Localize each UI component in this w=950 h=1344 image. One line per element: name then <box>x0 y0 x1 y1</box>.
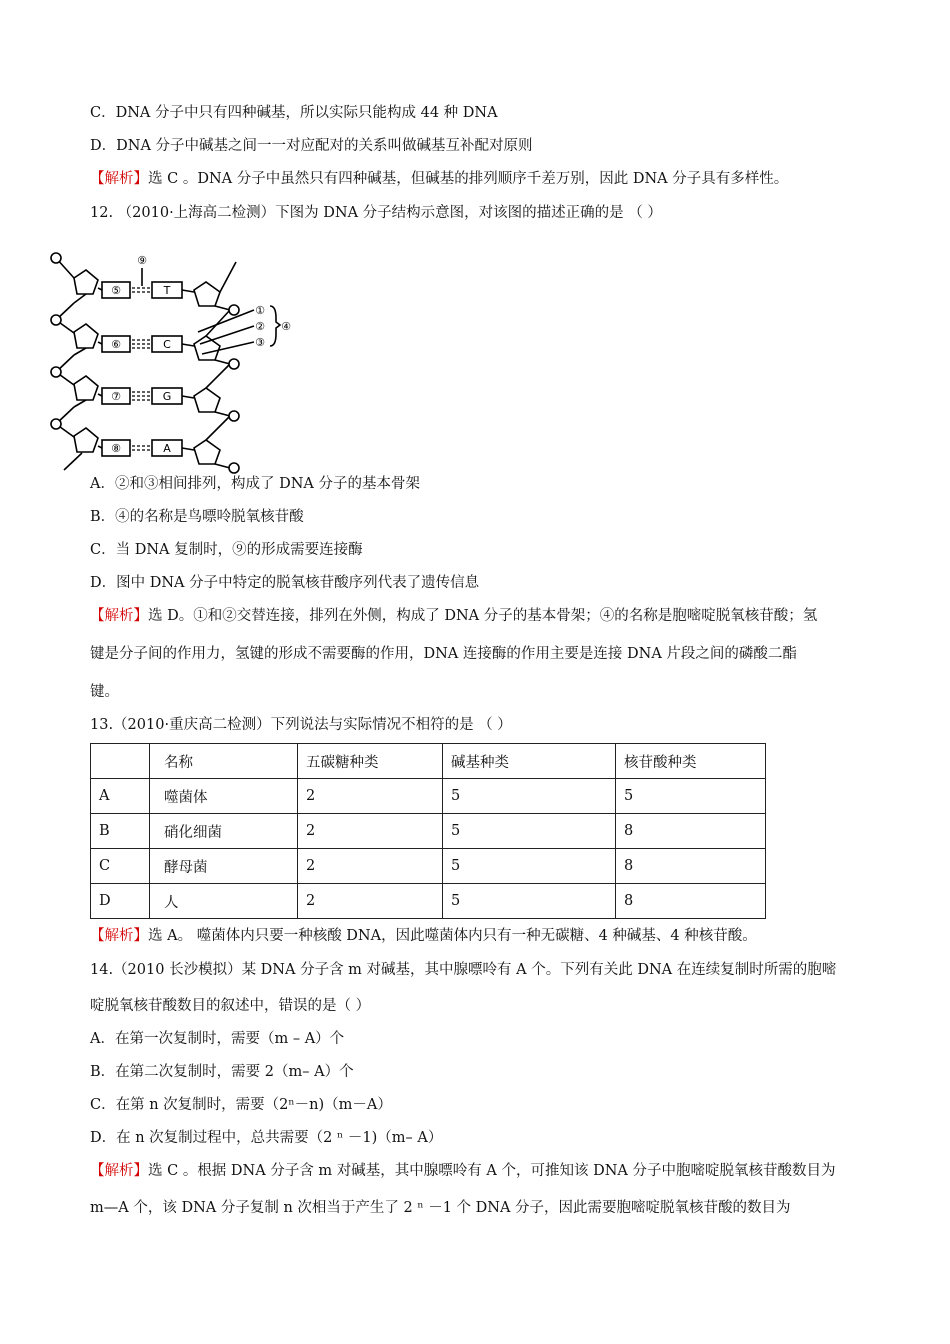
analysis-text: 选 A。 噬菌体内只要一种核酸 DNA，因此噬菌体内只有一种无碳糖、4 种碱基、4 种核苷酸。 <box>148 928 757 944</box>
right-base-c: C <box>163 338 171 351</box>
left-base-6: ⑥ <box>111 338 121 351</box>
table-cell: 噬菌体 <box>150 779 298 814</box>
table-cell: 名称 <box>150 744 298 779</box>
label-1: ① <box>255 304 265 317</box>
option-c-q12: C．当 DNA 复制时，⑨的形成需要连接酶 <box>90 542 363 558</box>
table-row <box>91 884 766 919</box>
table-cell: 8 <box>616 849 766 884</box>
question-13: 13.（2010·重庆高二检测）下列说法与实际情况不相符的是 （ ） <box>90 717 512 733</box>
label-3: ③ <box>255 336 265 349</box>
table-cell: C <box>91 849 150 884</box>
table-row <box>91 779 766 814</box>
option-c-q11: C．DNA 分子中只有四种碱基，所以实际只能构成 44 种 DNA <box>90 105 498 121</box>
question-14-line2: 啶脱氧核苷酸数目的叙述中，错误的是（ ） <box>90 998 371 1014</box>
table-cell: 酵母菌 <box>150 849 298 884</box>
left-base-7: ⑦ <box>111 390 121 403</box>
table-cell <box>91 744 150 779</box>
analysis-text: 选 C 。DNA 分子中虽然只有四种碱基，但碱基的排列顺序千差万别，因此 DNA 分子具有多样性。 <box>148 171 789 187</box>
left-base-8: ⑧ <box>111 442 121 455</box>
option-b-q12: B．④的名称是鸟嘌呤脱氧核苷酸 <box>90 509 304 525</box>
right-base-t: T <box>163 284 171 297</box>
right-base-g: G <box>162 390 172 403</box>
table-row <box>91 849 766 884</box>
label-2: ② <box>255 320 265 333</box>
question-12: 12. （2010·上海高二检测）下图为 DNA 分子结构示意图，对该图的描述正确的是 （ ） <box>90 205 662 221</box>
table-cell: 2 <box>298 779 443 814</box>
table-cell: 8 <box>616 884 766 919</box>
table-cell: 人 <box>150 884 298 919</box>
option-c-q14: C．在第 n 次复制时，需要（2ⁿ－n)（m－A） <box>90 1097 392 1113</box>
table-header-row <box>91 744 766 779</box>
table-cell: D <box>91 884 150 919</box>
table-row <box>91 814 766 849</box>
table-cell: 8 <box>616 814 766 849</box>
option-a-q12: A．②和③相间排列，构成了 DNA 分子的基本骨架 <box>90 476 420 492</box>
table-cell: 5 <box>443 779 616 814</box>
analysis-label: 【解析】 <box>90 171 148 187</box>
table-cell: 2 <box>298 884 443 919</box>
analysis-q12-line3: 键。 <box>90 684 119 700</box>
analysis-q14-line1 <box>90 1161 835 1181</box>
dna-structure-diagram <box>44 248 294 478</box>
table-cell: 2 <box>298 849 443 884</box>
question-13-table <box>90 743 766 919</box>
left-base-5: ⑤ <box>111 284 121 297</box>
label-4: ④ <box>281 320 291 333</box>
table-cell: 五碳糖种类 <box>298 744 443 779</box>
analysis-q12-line2: 键是分子间的作用力，氢键的形成不需要酶的作用，DNA 连接酶的作用主要是连接 DNA 片段之间的磷酸二酯 <box>90 646 797 662</box>
analysis-label: 【解析】 <box>90 928 148 944</box>
hydrogen-bond-label: ⑨ <box>137 254 147 267</box>
table-cell: 硝化细菌 <box>150 814 298 849</box>
analysis-text: 选 C 。根据 DNA 分子含 m 对碱基，其中腺嘌呤有 A 个，可推知该 DNA 分子中胞嘧啶脱氧核苷酸数目为 <box>148 1163 836 1179</box>
table-cell: 5 <box>443 814 616 849</box>
analysis-q14-line2: m—A 个，该 DNA 分子复制 n 次相当于产生了 2 ⁿ －1 个 DNA 分子，因此需要胞嘧啶脱氧核苷酸的数目为 <box>90 1200 791 1216</box>
table-cell: 5 <box>443 884 616 919</box>
option-d-q11: D．DNA 分子中碱基之间一一对应配对的关系叫做碱基互补配对原则 <box>90 138 533 154</box>
option-d-q14: D．在 n 次复制过程中，总共需要（2 ⁿ －1)（m– A） <box>90 1130 443 1146</box>
right-base-a: A <box>163 442 171 455</box>
analysis-label: 【解析】 <box>90 1163 148 1179</box>
table-cell: 2 <box>298 814 443 849</box>
table-cell: B <box>91 814 150 849</box>
table-cell: 碱基种类 <box>443 744 616 779</box>
table-cell: 5 <box>443 849 616 884</box>
table-cell: 核苷酸种类 <box>616 744 766 779</box>
question-14-line1: 14.（2010 长沙模拟）某 DNA 分子含 m 对碱基，其中腺嘌呤有 A 个。下列有关此 DNA 在连续复制时所需的胞嘧 <box>90 962 837 978</box>
analysis-text: 选 D。①和②交替连接，排列在外侧，构成了 DNA 分子的基本骨架；④的名称是胞嘧啶脱氧核苷酸；氢 <box>148 608 818 624</box>
analysis-q11 <box>90 169 788 189</box>
analysis-label: 【解析】 <box>90 608 148 624</box>
analysis-q13 <box>90 926 757 946</box>
analysis-q12-line1 <box>90 606 817 626</box>
option-a-q14: A．在第一次复制时，需要（m – A）个 <box>90 1031 345 1047</box>
option-b-q14: B．在第二次复制时，需要 2（m– A）个 <box>90 1064 354 1080</box>
table-cell: 5 <box>616 779 766 814</box>
table-cell: A <box>91 779 150 814</box>
option-d-q12: D．图中 DNA 分子中特定的脱氧核苷酸序列代表了遗传信息 <box>90 575 480 591</box>
